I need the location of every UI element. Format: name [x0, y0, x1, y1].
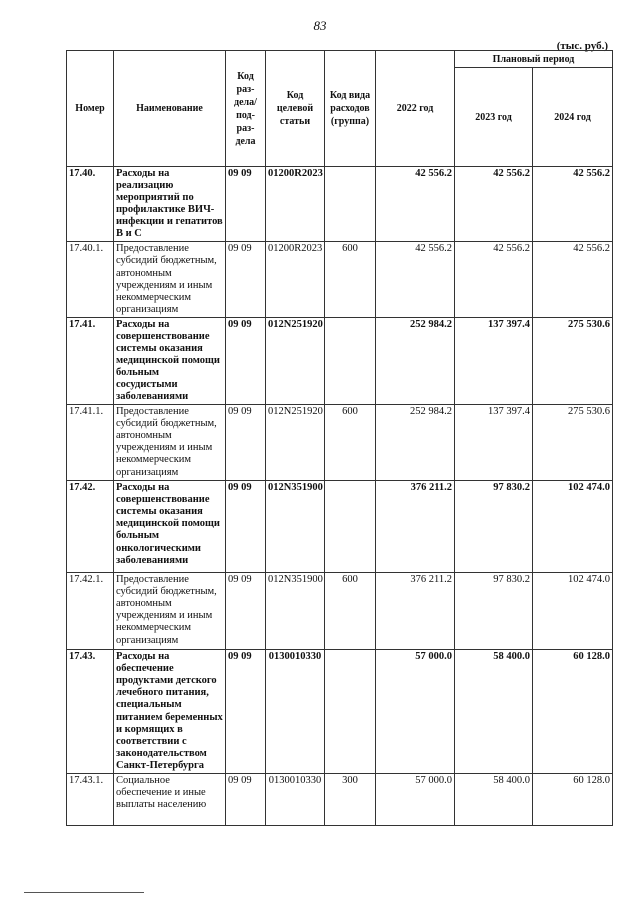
row-number: 17.42.	[67, 481, 114, 573]
header-2022: 2022 год	[376, 51, 455, 167]
row-vid	[325, 317, 376, 404]
scan-artifact-line	[24, 892, 144, 893]
row-name: Расходы на реализацию мероприятий по профилактике ВИЧ-инфекции и гепатитов В и С	[114, 167, 226, 242]
row-podrazdel-code: 09	[241, 651, 252, 663]
row-podrazdel-code: 09	[241, 168, 252, 179]
row-name: Расходы на совершенствование системы оказания медицинской помощи больным онкологическими заболеваниями	[114, 481, 226, 573]
header-nomer: Номер	[67, 51, 114, 167]
row-vid	[325, 167, 376, 242]
row-number: 17.43.1.	[67, 773, 114, 825]
row-celevaya: 01200R2023	[266, 242, 325, 317]
row-razdel-code: 09	[228, 168, 239, 179]
table-row	[67, 242, 613, 317]
row-amount-2024: 42 556.2	[533, 242, 613, 317]
row-name: Предоставление субсидий бюджетным, автономным учреждениям и иным некоммерческим организациям	[114, 242, 226, 317]
row-name: Расходы на обеспечение продуктами детского лечебного питания, специальным питанием беременных и кормящих в соответствии с законодательством Санкт-Петербурга	[114, 650, 226, 774]
row-celevaya: 01200R2023	[266, 167, 325, 242]
row-name: Социальное обеспечение и иные выплаты населению	[114, 773, 226, 825]
row-number: 17.41.	[67, 317, 114, 404]
header-vid: Код вида расходов (группа)	[325, 51, 376, 167]
row-number: 17.41.1.	[67, 405, 114, 481]
row-number: 17.40.1.	[67, 242, 114, 317]
row-amount-2022: 376 211.2	[376, 573, 455, 650]
page-number: 83	[313, 18, 327, 33]
table-row	[67, 573, 613, 650]
row-razdel	[226, 167, 266, 242]
row-razdel-code: 09	[228, 651, 239, 663]
row-amount-2022: 252 984.2	[376, 405, 455, 481]
row-amount-2023: 58 400.0	[455, 773, 533, 825]
header-planovy: Плановый период	[455, 51, 613, 68]
row-amount-2023: 137 397.4	[455, 405, 533, 481]
row-amount-2024: 275 530.6	[533, 317, 613, 404]
row-name: Предоставление субсидий бюджетным, автономным учреждениям и иным некоммерческим организациям	[114, 405, 226, 481]
row-amount-2023: 97 830.2	[455, 573, 533, 650]
row-razdel-code: 09	[228, 574, 239, 586]
row-amount-2023: 42 556.2	[455, 242, 533, 317]
row-razdel	[226, 650, 266, 774]
row-razdel	[226, 773, 266, 825]
table-row	[67, 405, 613, 481]
row-celevaya: 012N251920	[266, 317, 325, 404]
row-razdel-code: 09	[228, 482, 239, 494]
row-vid: 600	[325, 405, 376, 481]
row-amount-2022: 42 556.2	[376, 242, 455, 317]
row-number: 17.42.1.	[67, 573, 114, 650]
row-celevaya: 0130010330	[266, 773, 325, 825]
header-naim: Наименование	[114, 51, 226, 167]
row-number: 17.40.	[67, 167, 114, 242]
row-razdel-code: 09	[228, 243, 239, 255]
row-amount-2024: 60 128.0	[533, 773, 613, 825]
table-row	[67, 650, 613, 774]
row-amount-2023: 58 400.0	[455, 650, 533, 774]
row-razdel-code: 09	[228, 774, 239, 786]
row-celevaya: 012N351900	[266, 481, 325, 573]
row-amount-2022: 252 984.2	[376, 317, 455, 404]
row-amount-2024: 102 474.0	[533, 573, 613, 650]
header-celevoy: Код целевой статьи	[266, 51, 325, 167]
row-amount-2024: 60 128.0	[533, 650, 613, 774]
header-2024: 2024 год	[533, 68, 613, 167]
row-podrazdel-code: 09	[241, 243, 252, 255]
row-amount-2024: 102 474.0	[533, 481, 613, 573]
row-vid	[325, 481, 376, 573]
row-razdel	[226, 481, 266, 573]
row-vid: 300	[325, 773, 376, 825]
row-amount-2022: 376 211.2	[376, 481, 455, 573]
row-amount-2024: 275 530.6	[533, 405, 613, 481]
table-row	[67, 167, 613, 242]
table-body	[67, 167, 613, 826]
row-amount-2022: 57 000.0	[376, 650, 455, 774]
row-razdel-code: 09	[228, 406, 239, 418]
row-amount-2023: 42 556.2	[455, 167, 533, 242]
row-razdel-code: 09	[228, 318, 239, 330]
header-razdel: Код раз-дела/ под-раз-дела	[226, 51, 266, 167]
row-razdel	[226, 242, 266, 317]
row-celevaya: 0130010330	[266, 650, 325, 774]
row-podrazdel-code: 09	[241, 774, 252, 786]
table-row	[67, 481, 613, 573]
row-number: 17.43.	[67, 650, 114, 774]
row-podrazdel-code: 09	[241, 406, 252, 418]
row-vid: 600	[325, 573, 376, 650]
row-podrazdel-code: 09	[241, 318, 252, 330]
header-2023: 2023 год	[455, 68, 533, 167]
row-podrazdel-code: 09	[241, 482, 252, 494]
row-celevaya: 012N351900	[266, 573, 325, 650]
row-amount-2023: 97 830.2	[455, 481, 533, 573]
budget-table	[66, 50, 613, 826]
row-amount-2024: 42 556.2	[533, 167, 613, 242]
row-razdel	[226, 317, 266, 404]
row-podrazdel-code: 09	[241, 574, 252, 586]
row-amount-2022: 57 000.0	[376, 773, 455, 825]
row-razdel	[226, 573, 266, 650]
row-amount-2022: 42 556.2	[376, 167, 455, 242]
row-name: Расходы на совершенствование системы оказания медицинской помощи больным сосудистыми заболеваниями	[114, 317, 226, 404]
row-name: Предоставление субсидий бюджетным, автономным учреждениям и иным некоммерческим организациям	[114, 573, 226, 650]
table-row	[67, 773, 613, 825]
units-label: (тыс. руб.)	[556, 40, 608, 52]
row-amount-2023: 137 397.4	[455, 317, 533, 404]
row-celevaya: 012N251920	[266, 405, 325, 481]
row-vid	[325, 650, 376, 774]
table-row	[67, 317, 613, 404]
row-vid: 600	[325, 242, 376, 317]
row-razdel	[226, 405, 266, 481]
